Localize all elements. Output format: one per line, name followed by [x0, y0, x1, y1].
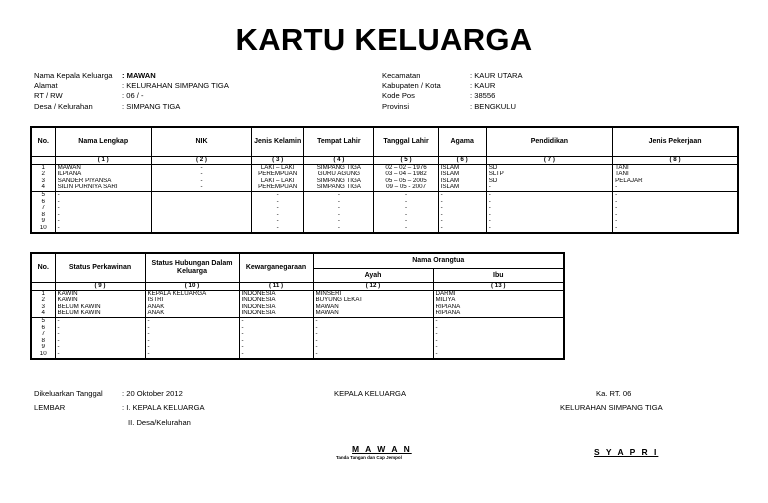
- table-cell: TANI: [613, 171, 738, 178]
- table-cell: SILIN PURNIYA SARI: [55, 184, 151, 191]
- table-cell: -: [433, 317, 564, 324]
- table-cell: 3: [31, 178, 55, 185]
- col-header: Ibu: [433, 269, 564, 283]
- table-cell: -: [145, 344, 239, 351]
- table-cell: [151, 212, 251, 219]
- table-cell: -: [433, 351, 564, 359]
- table-cell: ISLAM: [438, 171, 486, 178]
- table-cell: [151, 225, 251, 233]
- table-cell: [151, 218, 251, 225]
- table-cell: ANAK: [145, 304, 239, 311]
- table-cell: SIMPANG TIGA: [304, 178, 374, 185]
- table-cell: -: [55, 212, 151, 219]
- col-number: ( 13 ): [433, 283, 564, 291]
- table-cell: SIMPANG TIGA: [304, 184, 374, 191]
- table-row: [31, 184, 738, 191]
- col-number: ( 3 ): [252, 157, 304, 165]
- info-value: : SIMPANG TIGA: [122, 101, 181, 111]
- table-cell: -: [374, 205, 438, 212]
- head-of-family-label: KEPALA KELUARGA: [334, 389, 407, 398]
- table-cell: -: [151, 171, 251, 178]
- table-cell: SD: [486, 178, 612, 185]
- col-header: No.: [31, 253, 55, 283]
- col-number: ( 1 ): [55, 157, 151, 165]
- table-cell: -: [55, 351, 145, 359]
- col-number: ( 8 ): [613, 157, 738, 165]
- family-info-right: [382, 71, 523, 112]
- table-cell: -: [145, 317, 239, 324]
- table-cell: TANI: [613, 164, 738, 171]
- family-status-table: [30, 252, 565, 360]
- table-cell: -: [55, 317, 145, 324]
- table-cell: -: [613, 184, 738, 191]
- table-cell: -: [151, 164, 251, 171]
- table-cell: [151, 199, 251, 206]
- table-cell: -: [252, 205, 304, 212]
- table-cell: DARMI: [433, 290, 564, 297]
- table-cell: -: [438, 225, 486, 233]
- table-row: [31, 290, 564, 297]
- col-header: Nama Lengkap: [55, 127, 151, 157]
- table-cell: INDONESIA: [239, 310, 313, 317]
- table-cell: PELAJAR: [613, 178, 738, 185]
- table-cell: -: [438, 212, 486, 219]
- table-cell: -: [486, 184, 612, 191]
- table-cell: MAWAN: [313, 304, 433, 311]
- table-cell: -: [145, 331, 239, 338]
- rt-signature-name: S Y A P R I: [594, 447, 659, 457]
- info-value: : KAUR: [470, 81, 496, 91]
- col-header: Jenis Pekerjaan: [613, 127, 738, 157]
- table-row: [31, 304, 564, 311]
- table-row: [31, 171, 738, 178]
- col-header: Kewarganegaraan: [239, 253, 313, 283]
- table-cell: -: [433, 325, 564, 332]
- table-cell: 2: [31, 297, 55, 304]
- col-number: ( 11 ): [239, 283, 313, 291]
- table-cell: 5: [31, 191, 55, 198]
- info-row-village: [34, 102, 229, 112]
- info-row-district: [382, 71, 523, 81]
- info-row-postcode: [382, 91, 523, 101]
- table-cell: -: [433, 338, 564, 345]
- col-header: NIK: [151, 127, 251, 157]
- table-cell: GURU AGUNG: [304, 171, 374, 178]
- table-cell: -: [438, 191, 486, 198]
- table-cell: -: [252, 218, 304, 225]
- table-cell: -: [374, 225, 438, 233]
- table-header-row: [31, 127, 738, 157]
- table-cell: PEREMPUAN: [252, 184, 304, 191]
- table-cell: 6: [31, 325, 55, 332]
- table-cell: -: [239, 325, 313, 332]
- table-cell: -: [55, 191, 151, 198]
- table-cell: 4: [31, 184, 55, 191]
- table-cell: -: [151, 178, 251, 185]
- table-cell: -: [433, 331, 564, 338]
- table-cell: -: [313, 338, 433, 345]
- table-cell: -: [252, 191, 304, 198]
- table-cell: ISTRI: [145, 297, 239, 304]
- column-number-row: [31, 157, 738, 165]
- col-header: Status Perkawinan: [55, 253, 145, 283]
- table-cell: MINSERI: [313, 290, 433, 297]
- sheet-value-1: : I. KEPALA KELUARGA: [122, 403, 205, 412]
- table-cell: -: [438, 199, 486, 206]
- table-cell: -: [252, 212, 304, 219]
- table-row: [31, 205, 738, 212]
- table-cell: [151, 191, 251, 198]
- table-cell: -: [433, 344, 564, 351]
- table-row: [31, 225, 738, 233]
- table-cell: -: [304, 205, 374, 212]
- column-number-row: [31, 283, 564, 291]
- table-header-row: [31, 253, 564, 269]
- table-cell: INDONESIA: [239, 304, 313, 311]
- table-cell: 10: [31, 351, 55, 359]
- info-value: : 38556: [470, 91, 496, 101]
- table-cell: RIPIANA: [433, 310, 564, 317]
- col-header: Ayah: [313, 269, 433, 283]
- col-header: Status Hubungan Dalam Keluarga: [145, 253, 239, 283]
- table-cell: PEREMPUAN: [252, 171, 304, 178]
- table-cell: 5: [31, 317, 55, 324]
- info-row-rtrw: [34, 91, 229, 101]
- col-number: [31, 157, 55, 165]
- info-label: Alamat: [34, 81, 58, 91]
- table-cell: -: [613, 191, 738, 198]
- info-row-head: [34, 71, 229, 81]
- table-cell: -: [374, 218, 438, 225]
- table-cell: -: [486, 218, 612, 225]
- table-cell: SD: [486, 164, 612, 171]
- table-cell: -: [438, 218, 486, 225]
- info-label: Kabupaten / Kota: [382, 81, 441, 91]
- table-cell: 2: [31, 171, 55, 178]
- col-number: ( 4 ): [304, 157, 374, 165]
- table-row: [31, 297, 564, 304]
- table-cell: SLTP: [486, 171, 612, 178]
- table-cell: 7: [31, 331, 55, 338]
- table-row: [31, 351, 564, 359]
- col-number: ( 5 ): [374, 157, 438, 165]
- table-cell: -: [55, 218, 151, 225]
- info-label: RT / RW: [34, 91, 63, 101]
- col-header: Agama: [438, 127, 486, 157]
- family-info-left: [34, 71, 229, 112]
- table-cell: -: [613, 199, 738, 206]
- col-number: ( 9 ): [55, 283, 145, 291]
- table-cell: 6: [31, 199, 55, 206]
- issued-label: Dikeluarkan Tanggal: [34, 389, 103, 398]
- table-cell: -: [239, 317, 313, 324]
- table-cell: -: [304, 199, 374, 206]
- table-row: [31, 338, 564, 345]
- table-cell: INDONESIA: [239, 290, 313, 297]
- table-row: [31, 191, 738, 198]
- table-cell: -: [151, 184, 251, 191]
- table-row: [31, 178, 738, 185]
- table-cell: ILPIANA: [55, 171, 151, 178]
- info-value: : 06 / -: [122, 91, 144, 101]
- table-cell: -: [239, 331, 313, 338]
- info-row-province: [382, 102, 523, 112]
- table-cell: ISLAM: [438, 184, 486, 191]
- info-label: Nama Kepala Keluarga: [34, 71, 113, 80]
- table-cell: 05 – 05 – 2005: [374, 178, 438, 185]
- info-value: : MAWAN: [122, 71, 156, 80]
- table-cell: ISLAM: [438, 164, 486, 171]
- table-cell: -: [486, 199, 612, 206]
- signature-caption: Tanda Tangan dan Cap Jempol: [336, 455, 402, 460]
- info-value: : KELURAHAN SIMPANG TIGA: [122, 81, 229, 91]
- table-cell: 8: [31, 338, 55, 345]
- table-cell: BUYUNG LEKAT: [313, 297, 433, 304]
- table-cell: 3: [31, 304, 55, 311]
- table-cell: -: [486, 225, 612, 233]
- table-cell: -: [304, 225, 374, 233]
- table-cell: -: [55, 225, 151, 233]
- table-cell: -: [486, 212, 612, 219]
- table-cell: -: [304, 218, 374, 225]
- table-cell: -: [55, 205, 151, 212]
- info-row-address: [34, 81, 229, 91]
- table-cell: -: [613, 225, 738, 233]
- table-cell: ISLAM: [438, 178, 486, 185]
- table-cell: KAWIN: [55, 290, 145, 297]
- col-header: No.: [31, 127, 55, 157]
- table-cell: KAWIN: [55, 297, 145, 304]
- table-cell: 02 – 02 – 1976: [374, 164, 438, 171]
- table-cell: -: [313, 331, 433, 338]
- table-cell: 9: [31, 218, 55, 225]
- table-cell: -: [252, 225, 304, 233]
- col-number: ( 2 ): [151, 157, 251, 165]
- table-cell: LAKI – LAKI: [252, 164, 304, 171]
- table-cell: -: [486, 191, 612, 198]
- table-cell: 4: [31, 310, 55, 317]
- table-cell: -: [613, 212, 738, 219]
- table-cell: BELUM KAWIN: [55, 310, 145, 317]
- table-cell: -: [613, 218, 738, 225]
- info-row-regency: [382, 81, 523, 91]
- info-label: Kecamatan: [382, 71, 421, 80]
- table-row: [31, 164, 738, 171]
- family-members-table: [30, 126, 739, 234]
- table-cell: 03 – 04 – 1982: [374, 171, 438, 178]
- table-cell: 09 – 05 - 2007: [374, 184, 438, 191]
- table-cell: -: [252, 199, 304, 206]
- sheet-value-2: II. Desa/Kelurahan: [128, 418, 191, 427]
- table-row: [31, 331, 564, 338]
- table-cell: -: [486, 205, 612, 212]
- table-cell: -: [145, 338, 239, 345]
- table-cell: MAWAN: [313, 310, 433, 317]
- col-header: Tanggal Lahir: [374, 127, 438, 157]
- table-cell: -: [55, 325, 145, 332]
- table-cell: 10: [31, 225, 55, 233]
- table-cell: -: [55, 199, 151, 206]
- head-of-family-signature-name: M A W A N: [352, 444, 412, 454]
- table-cell: -: [239, 338, 313, 345]
- table-cell: -: [313, 344, 433, 351]
- table-cell: 1: [31, 164, 55, 171]
- table-cell: -: [145, 325, 239, 332]
- table-cell: -: [304, 212, 374, 219]
- info-value: : KAUR UTARA: [470, 71, 523, 80]
- table-cell: -: [145, 351, 239, 359]
- table-cell: SANDER PIYANSA: [55, 178, 151, 185]
- table-cell: [151, 205, 251, 212]
- issued-value: : 20 Oktober 2012: [122, 389, 183, 398]
- table-cell: -: [313, 325, 433, 332]
- table-cell: -: [374, 212, 438, 219]
- table-cell: -: [613, 205, 738, 212]
- rt-label: Ka. RT. 06: [596, 389, 632, 398]
- table-cell: INDONESIA: [239, 297, 313, 304]
- table-cell: 7: [31, 205, 55, 212]
- table-cell: -: [239, 344, 313, 351]
- document-title: KARTU KELUARGA: [235, 22, 533, 57]
- table-cell: LAKI – LAKI: [252, 178, 304, 185]
- table-row: [31, 199, 738, 206]
- col-header: Tempat Lahir: [304, 127, 374, 157]
- info-value: : BENGKULU: [470, 101, 516, 111]
- table-cell: 9: [31, 344, 55, 351]
- table-row: [31, 317, 564, 324]
- col-number: ( 7 ): [486, 157, 612, 165]
- table-cell: ANAK: [145, 310, 239, 317]
- table-cell: -: [313, 317, 433, 324]
- table-row: [31, 310, 564, 317]
- table-cell: RIPIANA: [433, 304, 564, 311]
- col-number: ( 12 ): [313, 283, 433, 291]
- table-cell: -: [304, 191, 374, 198]
- table-row: [31, 344, 564, 351]
- table-cell: -: [438, 205, 486, 212]
- col-header-parents: Nama Orangtua: [313, 253, 564, 269]
- table-cell: -: [374, 191, 438, 198]
- table-cell: BELUM KAWIN: [55, 304, 145, 311]
- table-cell: -: [55, 344, 145, 351]
- table-cell: 8: [31, 212, 55, 219]
- col-header: Pendidikan: [486, 127, 612, 157]
- table-cell: MILIYA: [433, 297, 564, 304]
- col-number: ( 6 ): [438, 157, 486, 165]
- table-cell: -: [55, 331, 145, 338]
- table-row: [31, 212, 738, 219]
- info-label: Provinsi: [382, 101, 410, 111]
- table-cell: MAWAN: [55, 164, 151, 171]
- sheet-label: LEMBAR: [34, 403, 66, 412]
- table-cell: -: [313, 351, 433, 359]
- table-row: [31, 325, 564, 332]
- info-label: Desa / Kelurahan: [34, 101, 93, 111]
- col-number: [31, 283, 55, 291]
- col-number: ( 10 ): [145, 283, 239, 291]
- table-cell: 1: [31, 290, 55, 297]
- table-cell: -: [239, 351, 313, 359]
- table-row: [31, 218, 738, 225]
- col-header: Jenis Kelamin: [252, 127, 304, 157]
- table-cell: -: [374, 199, 438, 206]
- village-label: KELURAHAN SIMPANG TIGA: [560, 403, 663, 412]
- table-cell: KEPALA KELUARGA: [145, 290, 239, 297]
- info-label: Kode Pos: [382, 91, 415, 101]
- table-cell: -: [55, 338, 145, 345]
- table-cell: SIMPANG TIGA: [304, 164, 374, 171]
